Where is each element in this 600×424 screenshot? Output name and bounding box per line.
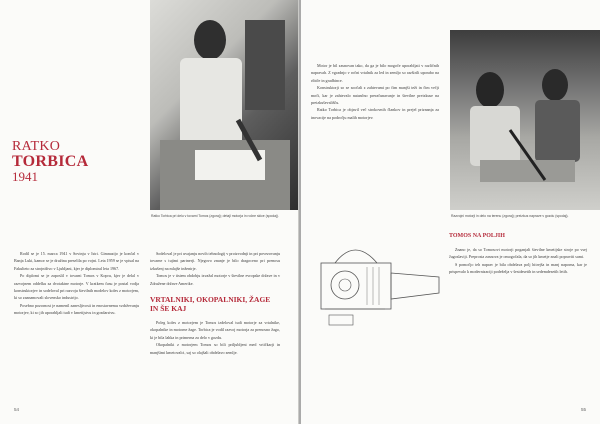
paragraph: Tomos je v tistem obdobju izvažal motorje v številne evropske države in v Združene države Amerike. <box>150 273 280 286</box>
left-page <box>0 0 299 424</box>
paragraph: Znano je, da so Tomosovi motorji poganjali številne kmetijske stroje po vsej Jugoslaviji. Preprosta zasnova je omogočala, da so jih kmetje znali popraviti sami. <box>449 247 587 260</box>
right-column-1 <box>311 62 439 121</box>
section-heading: TOMOS NA POLJIH <box>449 233 505 239</box>
chainsaw-drawing <box>315 223 443 339</box>
left-photo-caption: Ratko Torbica pri delu v tovarni Tomos (zgoraj); detajl motorja in ročne skice (spodaj). <box>151 214 279 218</box>
page-number: 54 <box>14 407 20 412</box>
right-page <box>301 0 600 424</box>
left-column-2 <box>150 250 280 356</box>
paragraph: Ratko Torbica je objavil več strokovnih člankov in prejel priznanja za inovacije na področju malih motorjev. <box>311 107 439 120</box>
title-block <box>12 140 142 184</box>
paragraph: Okopalniki z motorjem Tomos so bili priljubljeni med vrtičkarji in manjšimi kmetovalci, saj so olajšali obdelavo zemlje. <box>150 342 280 355</box>
paragraph: Poleg koles z motorjem je Tomos izdeloval tudi motorje za vrtalnike, okopalnike in motorne žage. Torbica je vodil razvoj motorja za prenosno žago, ki je bila lahka in primerna za delo v gozdu. <box>150 320 280 340</box>
paragraph: Rodil se je 15. marca 1941 v Sovinju v Istri. Gimnazijo je končal v Banja Luki, kamor se je družina preselila po vojni. Leta 1959 se je vpisal na Fakulteto za strojništvo v Ljubljani, kjer je diplomiral leta 1967. <box>14 251 139 271</box>
title-last-name: TORBICA <box>12 153 89 170</box>
paragraph: Po diplomi se je zaposlil v tovarni Tomos v Kopru, kjer je delal v razvojnem oddelku za dvotaktne motorje. V kratkem času je postal vodja konstruktorjev in sodeloval pri razvoju številnih modelov koles z motorjem, ki so zaznamovali slovensko industrijo. <box>14 273 139 301</box>
paragraph: S pomočjo teh naprav je bila obdelava polj hitrejša in manj naporna, kar je prispevalo k modernizaciji podeželja v šestdesetih in sedemdesetih letih. <box>449 261 587 275</box>
paragraph: Sodeloval je pri uvajanju novih tehnologij v proizvodnji in pri povezovanju tovarne s tujimi partnerji. Njegovo znanje je bilo dragoceno pri prenosu izkušenj na mlajše inženirje. <box>150 251 280 271</box>
section-heading: VRTALNIKI, OKOPALNIKI, ŽAGE IN ŠE KAJ <box>150 295 271 314</box>
title-year: 1941 <box>12 169 38 184</box>
paragraph: Konstruktorji so se soočali z zahtevami po čim manjši teži in čim večji moči, kar je zahtevalo natančno preračunavanje in številne preizkuse na preizkuševališču. <box>311 85 439 106</box>
page-number: 55 <box>581 407 587 412</box>
man-writing-photo <box>150 0 299 210</box>
title-first-name: RATKO <box>12 139 61 154</box>
right-photo-caption: Razvojni motorji in delo na terenu (zgoraj); preizkus naprave v gozdu (spodaj). <box>451 214 569 218</box>
right-column-2 <box>449 232 587 276</box>
left-column-1 <box>14 250 139 317</box>
paragraph: Motor je bil zasnovan tako, da ga je bilo mogoče uporabljati v različnih napravah. Z vgradnjo v ročni vrtalnik za led in zemljo so razširili uporabo na ribiče in gradbince. <box>311 63 439 83</box>
paragraph: Posebno pozornost je namenil zanesljivosti in enostavnemu vzdrževanju motorjev, ki so jih uporabljali tudi v kmetijstvu in gozdarstvu. <box>14 302 139 316</box>
workshop-photo <box>450 30 600 210</box>
